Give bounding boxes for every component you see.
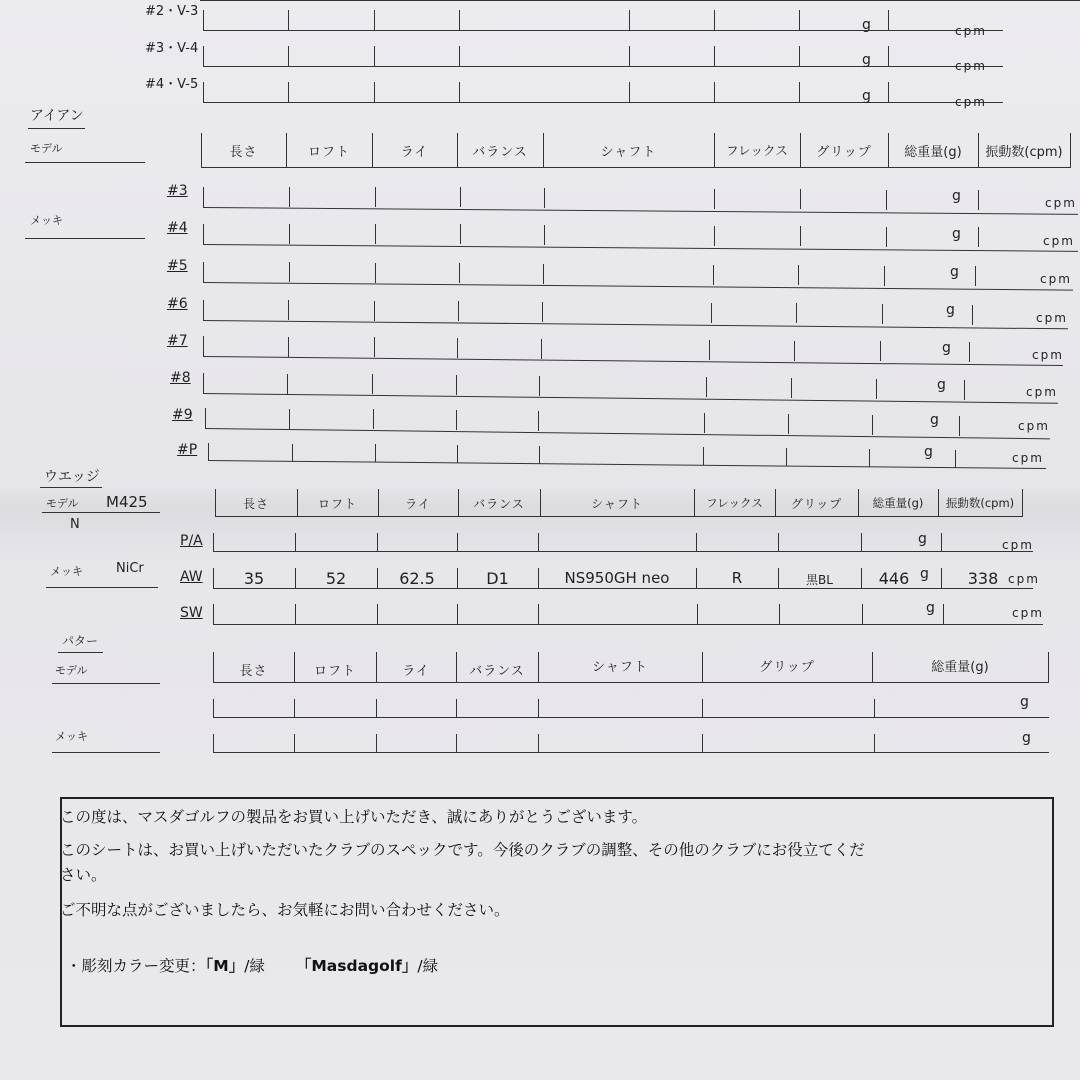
engrave-m-color: /緑 xyxy=(244,957,265,975)
message-line-4: ご不明な点がございましたら、お気軽にお問い合わせください。 xyxy=(60,901,510,919)
wood-row-label: #2・V-3 xyxy=(145,4,199,19)
wood-row-label: #3・V-4 xyxy=(145,41,199,56)
wood-g-unit: g xyxy=(862,52,871,68)
iron-header-loft: ロフト xyxy=(307,145,350,160)
wedge-model-label: モデル xyxy=(46,497,79,510)
aw-frequency-value: 338 xyxy=(967,569,999,588)
wedge-cpm-unit: cpm xyxy=(1008,572,1040,586)
wedge-plating-label: メッキ xyxy=(50,565,83,578)
wedge-header-balance: バランス xyxy=(473,497,525,511)
wedge-model-sub: N xyxy=(70,517,80,532)
wedge-title: ウエッジ xyxy=(44,469,100,485)
engrave-m: 「M」 xyxy=(205,957,245,975)
iron-model-label: モデル xyxy=(30,142,63,155)
wedge-row-label: SW xyxy=(180,605,203,621)
iron-header-frequency: 振動数(cpm) xyxy=(985,145,1063,160)
iron-cpm-unit: cpm xyxy=(1043,234,1075,248)
wood-cpm-unit: cpm xyxy=(955,59,987,73)
iron-g-unit: g xyxy=(937,377,946,393)
engrave-masdagolf-color: /緑 xyxy=(417,957,439,975)
iron-cpm-unit: cpm xyxy=(1045,196,1077,210)
iron-cpm-unit: cpm xyxy=(1036,311,1068,325)
wedge-g-unit: g xyxy=(918,531,927,547)
engrave-line xyxy=(66,954,438,976)
iron-g-unit: g xyxy=(946,302,955,318)
aw-grip-value: 黒BL xyxy=(806,573,833,587)
iron-cpm-unit: cpm xyxy=(1012,451,1044,465)
aw-shaft-value: NS950GH neo xyxy=(564,569,670,587)
iron-row-label: #P xyxy=(177,442,198,458)
wedge-header-lie: ライ xyxy=(405,497,431,511)
iron-row-label: #9 xyxy=(172,407,193,423)
putter-header-length: 長さ xyxy=(239,664,268,679)
iron-header-lie: ライ xyxy=(400,145,429,160)
wedge-g-unit: g xyxy=(926,600,935,616)
putter-header-balance: バランス xyxy=(469,664,525,679)
wedge-header-loft: ロフト xyxy=(317,497,357,511)
aw-flex-value: R xyxy=(731,569,743,587)
aw-balance-value: D1 xyxy=(486,569,509,588)
wood-row-line xyxy=(203,30,1003,31)
aw-loft-value: 52 xyxy=(325,569,347,588)
iron-g-unit: g xyxy=(930,412,939,428)
wedge-header-flex: フレックス xyxy=(706,496,763,510)
iron-header-grip: グリップ xyxy=(816,145,872,160)
wedge-row-label: AW xyxy=(180,569,203,585)
aw-weight-value: 446 xyxy=(878,569,910,588)
putter-header-weight: 総重量(g) xyxy=(931,660,989,675)
wood-g-unit: g xyxy=(862,17,871,33)
wedge-g-unit: g xyxy=(920,566,929,582)
wood-row-line xyxy=(203,66,1003,67)
message-line-3: さい。 xyxy=(60,866,107,884)
iron-row-label: #6 xyxy=(167,296,188,312)
iron-g-unit: g xyxy=(950,264,959,280)
message-line-1: この度は、マスダゴルフの製品をお買い上げいただき、誠にありがとうございます。 xyxy=(60,808,648,826)
putter-title: パター xyxy=(62,634,99,648)
iron-row-label: #3 xyxy=(167,183,188,199)
wood-g-unit: g xyxy=(862,88,871,104)
iron-g-unit: g xyxy=(952,188,961,204)
iron-cpm-unit: cpm xyxy=(1032,348,1064,362)
iron-cpm-unit: cpm xyxy=(1040,272,1072,286)
putter-header-shaft: シャフト xyxy=(592,660,648,675)
iron-header-flex: フレックス xyxy=(726,143,788,158)
iron-row-label: #5 xyxy=(167,258,188,274)
iron-row-label: #7 xyxy=(167,333,188,349)
wood-row-label: #4・V-5 xyxy=(145,77,199,92)
iron-header-weight: 総重量(g) xyxy=(904,145,962,160)
wedge-cpm-unit: cpm xyxy=(1012,606,1044,620)
putter-header-loft: ロフト xyxy=(313,664,356,679)
putter-plating-label: メッキ xyxy=(55,730,88,743)
aw-length-value: 35 xyxy=(243,569,265,588)
iron-model-field xyxy=(25,162,145,163)
iron-g-unit: g xyxy=(952,226,961,242)
iron-title: アイアン xyxy=(30,108,84,124)
wedge-header-length: 長さ xyxy=(242,497,269,511)
iron-header-length: 長さ xyxy=(229,145,258,160)
wedge-model-value: M425 xyxy=(106,493,148,511)
iron-title-underline xyxy=(28,128,85,129)
engrave-prefix: ・彫刻カラー変更： xyxy=(66,957,206,975)
woods-table-top-edge xyxy=(200,0,1080,1)
putter-model-label: モデル xyxy=(55,664,88,677)
wedge-cpm-unit: cpm xyxy=(1002,538,1034,552)
iron-g-unit: g xyxy=(942,340,951,356)
iron-header-balance: バランス xyxy=(472,145,528,160)
message-line-2: このシートは、お買い上げいただいたクラブのスペックです。今後のクラブの調整、その他のクラブにお役立てくだ xyxy=(60,841,865,859)
iron-plating-field xyxy=(25,238,145,239)
putter-header-grip: グリップ xyxy=(759,660,815,675)
iron-cpm-unit: cpm xyxy=(1026,385,1058,399)
putter-g-unit: g xyxy=(1022,730,1031,746)
iron-row-label: #4 xyxy=(167,220,188,236)
wood-cpm-unit: cpm xyxy=(955,24,987,38)
aw-lie-value: 62.5 xyxy=(399,569,435,588)
engrave-masdagolf: 「Masdagolf」 xyxy=(295,957,418,975)
wedge-row-label: P/A xyxy=(180,533,203,549)
putter-header-lie: ライ xyxy=(402,664,430,679)
wedge-header-weight: 総重量(g) xyxy=(872,496,924,510)
wedge-header-frequency: 振動数(cpm) xyxy=(945,496,1015,510)
wedge-plating-value: NiCr xyxy=(116,561,144,576)
iron-g-unit: g xyxy=(924,444,933,460)
iron-header-shaft: シャフト xyxy=(600,145,657,160)
iron-row-label: #8 xyxy=(170,370,191,386)
iron-cpm-unit: cpm xyxy=(1018,419,1050,433)
iron-plating-label: メッキ xyxy=(30,214,63,227)
wedge-header-shaft: シャフト xyxy=(591,497,643,511)
wedge-header-grip: グリップ xyxy=(790,497,843,511)
putter-g-unit: g xyxy=(1020,694,1029,710)
wood-cpm-unit: cpm xyxy=(955,95,987,109)
wood-row-line xyxy=(203,102,1003,103)
